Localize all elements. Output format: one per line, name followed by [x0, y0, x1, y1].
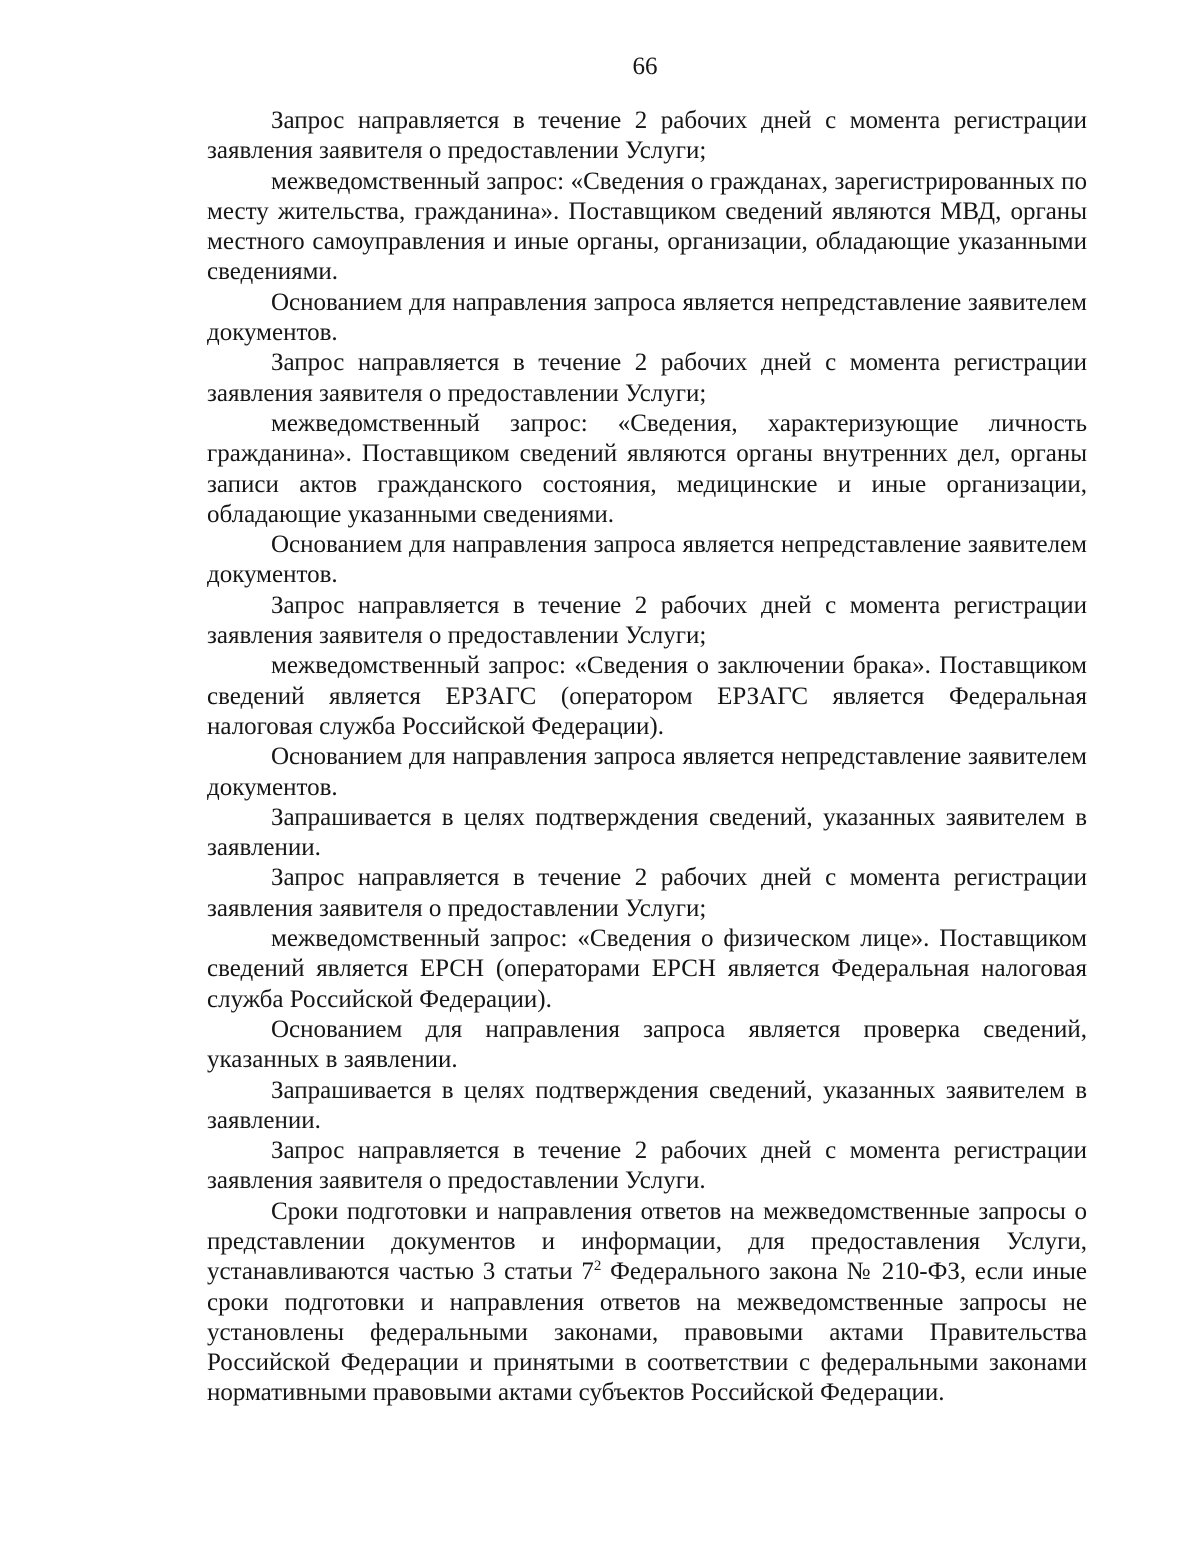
page-number: 66	[632, 53, 658, 80]
paragraph: Запрос направляется в течение 2 рабочих дней с момента регистрации заявления заявителя о предоставлении Услуги;	[207, 864, 1087, 922]
final-paragraph-text-end: Федерального закона № 210-ФЗ, если иные сроки подготовки и направления ответов на межведомственные запросы не установлены федеральными законами, правовыми актами Правительства Российской Федерации и принятыми в соответствии с федеральными законами нормативными правовыми актами субъектов Российской Федерации.	[207, 1258, 1087, 1407]
paragraph: Запрос направляется в течение 2 рабочих дней с момента регистрации заявления заявителя о предоставлении Услуги.	[207, 1137, 1087, 1195]
paragraph: межведомственный запрос: «Сведения о заключении брака». Поставщиком сведений является ЕРЗАГС (оператором ЕРЗАГС является Федеральная налоговая служба Российской Федерации).	[207, 652, 1087, 740]
paragraph: межведомственный запрос: «Сведения о гражданах, зарегистрированных по месту жительства, гражданина». Поставщиком сведений являются МВД, органы местного самоуправления и иные органы, организации, обладающие указанными сведениями.	[207, 167, 1087, 286]
paragraph: межведомственный запрос: «Сведения, характеризующие личность гражданина». Поставщиком сведений являются органы внутренних дел, органы записи актов гражданского состояния, медицинские и иные организации, обладающие указанными сведениями.	[207, 409, 1087, 528]
paragraph: Основанием для направления запроса является непредставление заявителем документов.	[207, 288, 1087, 347]
paragraph: Запрашивается в целях подтверждения сведений, указанных заявителем в заявлении.	[207, 1076, 1087, 1134]
paragraph: Запрос направляется в течение 2 рабочих дней с момента регистрации заявления заявителя о предоставлении Услуги;	[207, 107, 1087, 165]
paragraph: Запрашивается в целях подтверждения сведений, указанных заявителем в заявлении.	[207, 803, 1087, 862]
paragraph: Основанием для направления запроса является непредставление заявителем документов.	[207, 531, 1087, 589]
paragraph: межведомственный запрос: «Сведения о физическом лице». Поставщиком сведений является ЕРСН (операторами ЕРСН является Федеральная налоговая служба Российской Федерации).	[207, 925, 1087, 1013]
paragraph: Основанием для направления запроса является проверка сведений, указанных в заявлении.	[207, 1015, 1087, 1074]
article-superscript: 2	[593, 1258, 602, 1275]
paragraph: Основанием для направления запроса является непредставление заявителем документов.	[207, 743, 1087, 801]
paragraph: Запрос направляется в течение 2 рабочих дней с момента регистрации заявления заявителя о предоставлении Услуги;	[207, 349, 1087, 407]
final-paragraph-text-start: Сроки подготовки и направления ответов на межведомственные запросы о представлении документов и информации, для предоставления Услуги, устанавливаются частью 3 статьи 7	[207, 1197, 1087, 1286]
final-paragraph	[207, 1197, 1087, 1409]
paragraph: Запрос направляется в течение 2 рабочих дней с момента регистрации заявления заявителя о предоставлении Услуги;	[207, 591, 1087, 650]
document-body	[207, 106, 1087, 1409]
